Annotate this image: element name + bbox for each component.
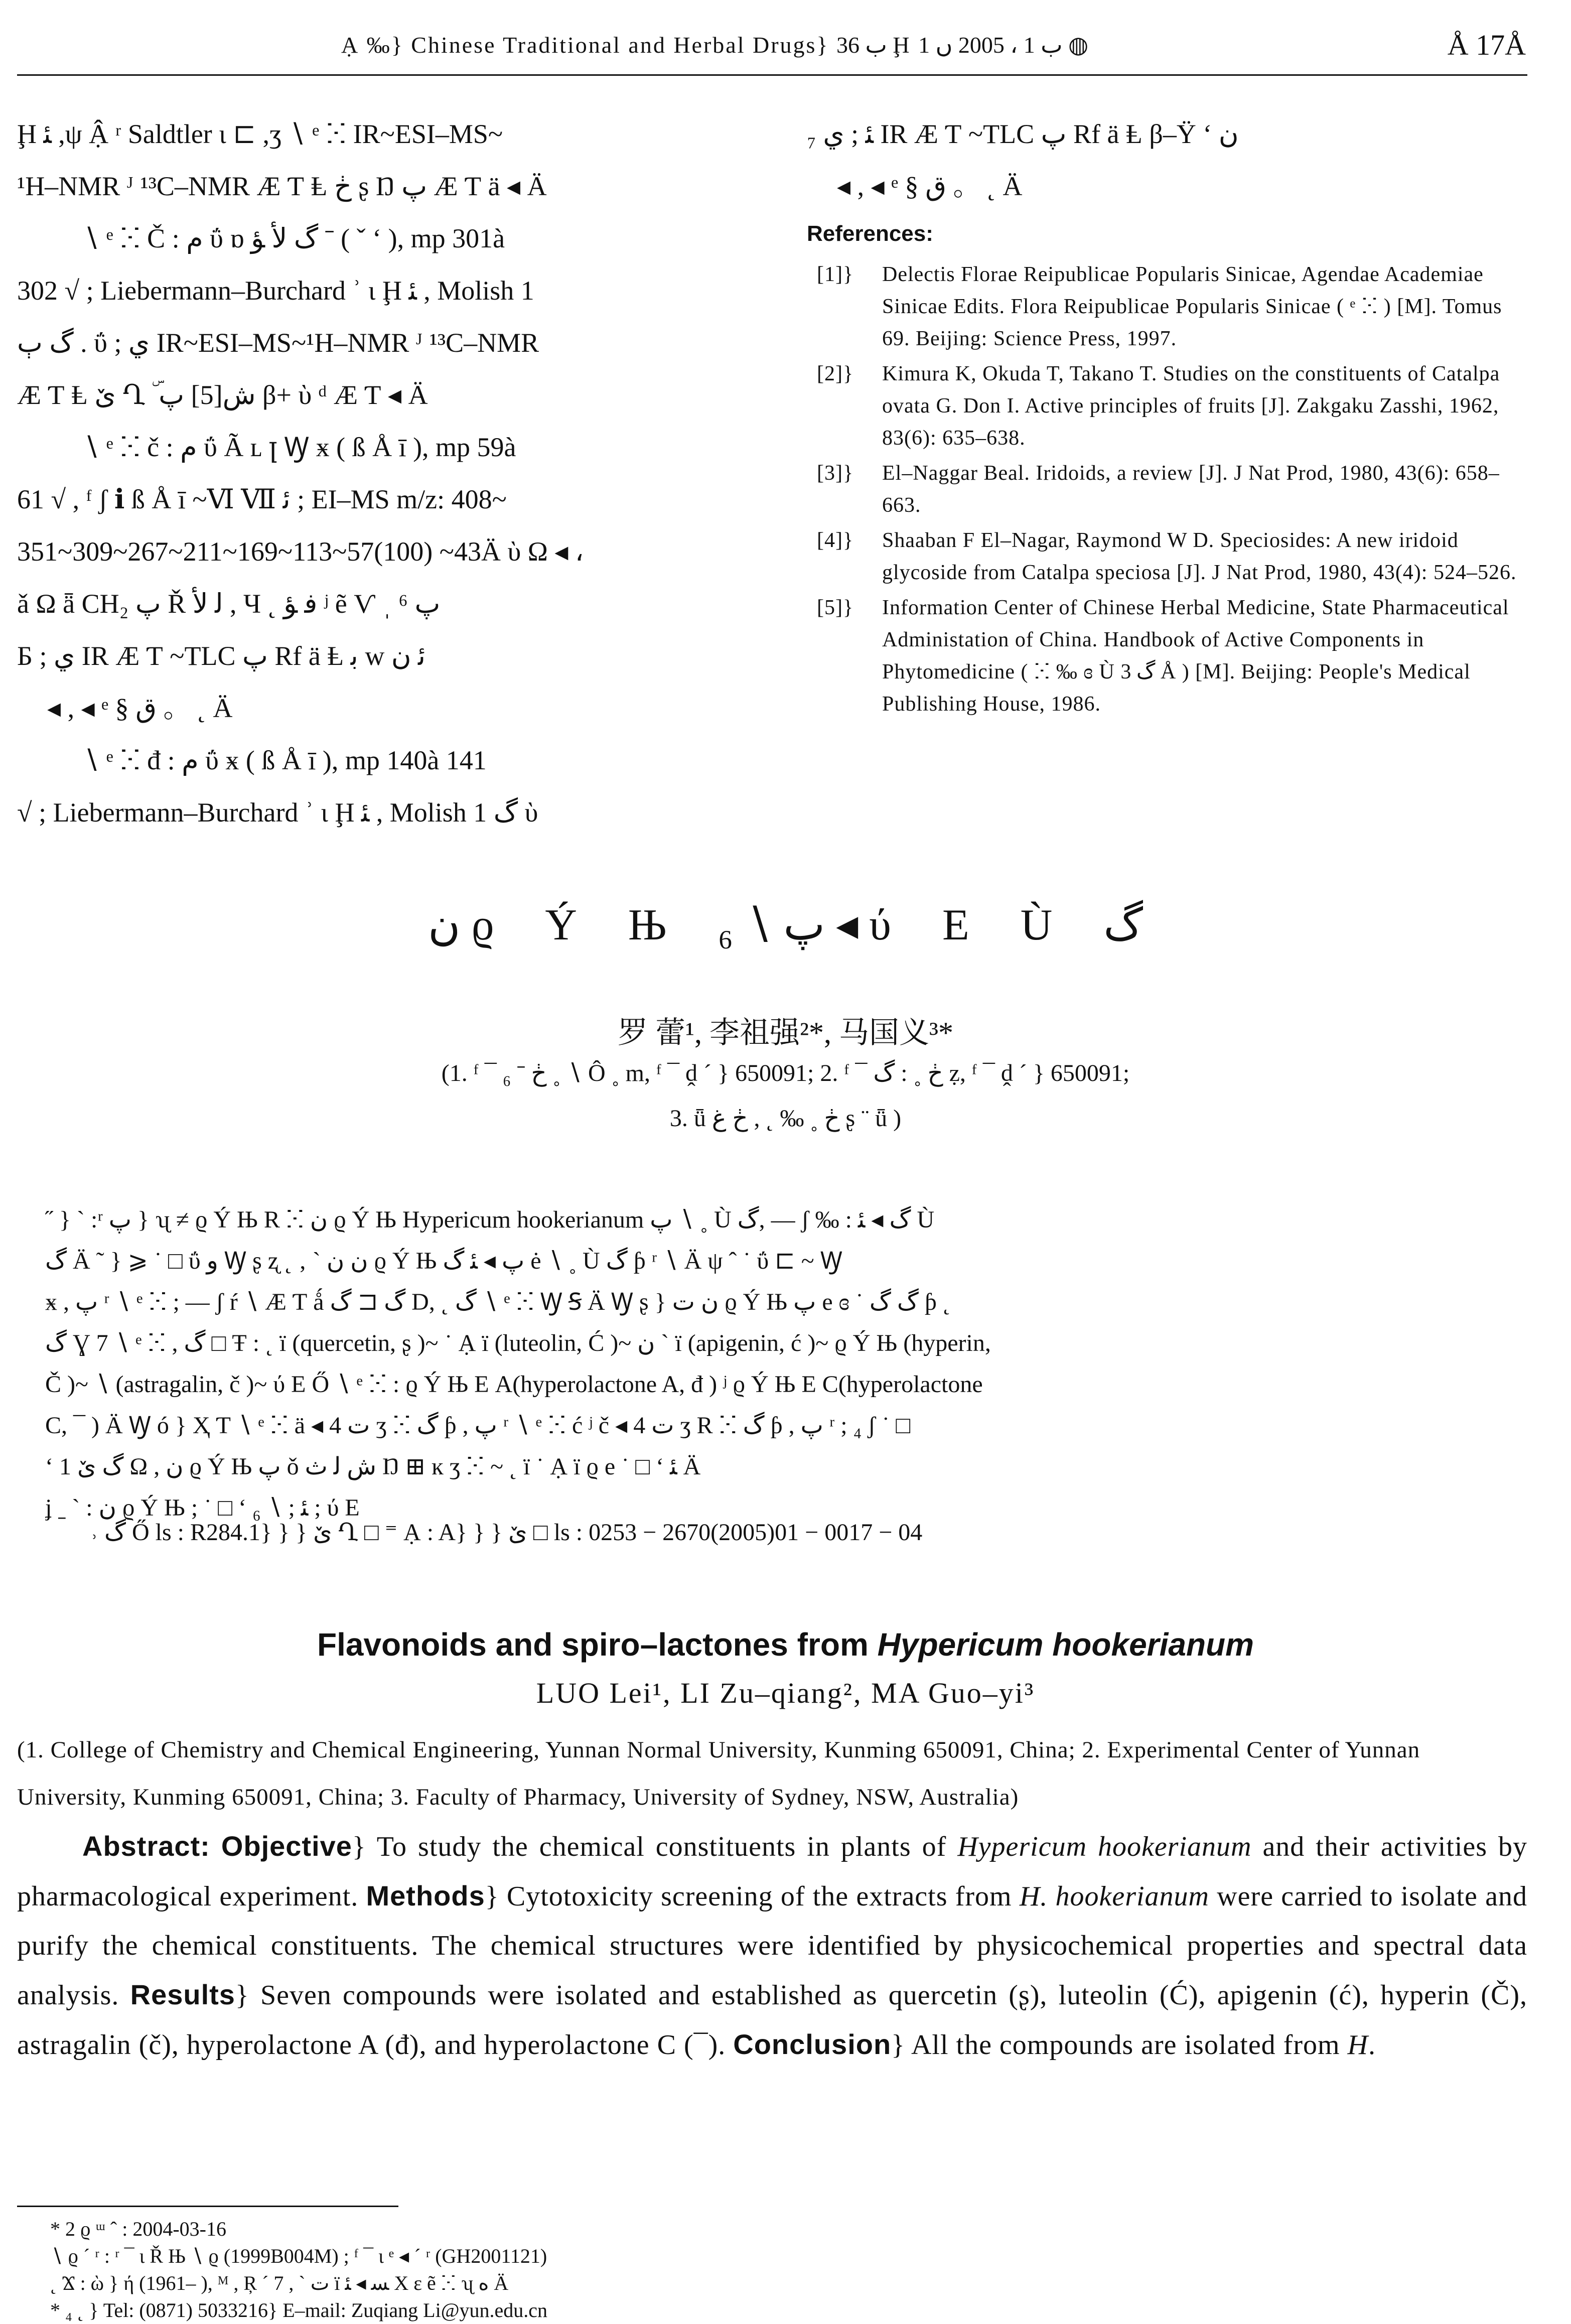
footnotes xyxy=(50,2216,1455,2324)
objective-text: } To study the chemical constituents in plants of xyxy=(352,1831,958,1862)
reference-text: El–Naggar Beal. Iridoids, a review [J]. J Nat Prod, 1980, 43(6): 658–663. xyxy=(882,462,1500,517)
left-column xyxy=(17,108,740,839)
body-line: ǎ Ω ǟ CH₂ پ Ř ﻟ ﻷ , Ч ˛ ﻓ ﺆ ʲ ẽ Ѵ ˌ ⁶ پ xyxy=(17,589,441,619)
reference-number: [5]} xyxy=(817,596,854,619)
cn-abstract-line: Č )~ ∖ (astragalin, č )~ ύ Е Ő ∖ ᵉ ⵘ : ϱ Ý Њ Е A(hyperolactone A, đ ) ʲ ϱ Ý Њ Е C(hyperolactone xyxy=(45,1371,983,1398)
species-name: Hypericum hookerianum xyxy=(957,1831,1252,1862)
header-rule xyxy=(17,74,1527,76)
methods-text: } Cytotoxicity screening of the extracts from xyxy=(485,1881,1020,1912)
body-line: Æ Ƭ Ⱡ ێ Ղ ۜ ﺵ[5] پ β+ ὺ ᵈ Æ Ƭ ◂ Ä xyxy=(17,380,428,410)
en-affiliation: (1. College of Chemistry and Chemical Engineering, Yunnan Normal University, Kunming 650091, China; 2. Experimental Center of Yunnan University, Kunming 650091, China; 3. Faculty of Pharmacy, University of Sydney, NSW, Australia) xyxy=(17,1737,1420,1810)
conclusion-tail: . xyxy=(1368,2029,1376,2061)
reference-number: [2]} xyxy=(817,362,854,385)
reference-item xyxy=(807,358,1529,454)
cn-affiliation: (1. ᶠ ¯ ₆ ˉ ڂ ˳ ∖ Ô ˳ m, ᶠ ¯ ḓ ´ } 650091; 2. ᶠ ¯ ڂ ˳ : گ ẓ, ᶠ ¯ ḓ ´ } 650091; xyxy=(441,1060,1130,1086)
body-line: 351~309~267~211~169~113~57(100) ~43Ä ὺ Ω ◂ ، xyxy=(17,536,584,567)
page-number: Å 17Å xyxy=(1447,29,1526,61)
journal-header: Ạ ‰} Chinese Traditional and Herbal Drugs} ب 36 Ḩ ب 1 ، 2005 ں 1 ◍ xyxy=(341,32,1089,58)
conclusion-label: Conclusion xyxy=(733,2028,892,2060)
running-head xyxy=(0,31,1571,71)
reference-number: [3]} xyxy=(817,462,854,485)
cn-abstract-line: ʻ 1 گ ێ Ω , ﻥ ϱ Ý Њ پ ǒ ﺵ ﻟ ﺙ Ŋ ⊞ ĸ ʒ ⵘ ~ ˛ ï ˙ Ạ ï ϱ e ˙ □ ʻ ﺌ Ä xyxy=(45,1453,701,1480)
right-column xyxy=(807,108,1529,723)
reference-text: Kimura K, Okuda T, Takano T. Studies on the constituents of Catalpa ovata G. Don I. Active principles of fruits [J]. Zakgaku Zasshi, 1962, 83(6): 635–638. xyxy=(882,362,1500,450)
reference-item xyxy=(807,592,1529,720)
cn-keywords: ʝ ˍ ˋ : ﻥ ϱ Ý Њ ; ˙ □ ʻ ﺌ ; ∖ ₆ ; ύ Е xyxy=(45,1494,360,1521)
body-line: ∖ ᵉ ⵘ Č : ﻡ ΰ ɒ گ ﻷ ﺆ ˉ ( ˇ ʻ ), mp 301à xyxy=(82,223,505,253)
reference-text: Shaaban F El–Nagar, Raymond W D. Speciosides: A new iridoid glycoside from Catalpa speciosa [J]. J Nat Prod, 1980, 43(4): 524–526. xyxy=(882,529,1517,584)
reference-item xyxy=(807,457,1529,521)
cn-abstract-line: گ Ɣ 7 ∖ ᵉ ⵘ , گ □ Ŧ : ˛ ï (quercetin, ʂ )~ ˙ Ạ ï (luteolin, Ć )~ ﻥ ˋ ï (apigenin, ć )~ ϱ Ý Њ (hyperin, xyxy=(45,1330,991,1356)
methods-tail: were carried to isolate and purify the chemical constituents. The chemical structures were identified by physicochemical properties and spectral data analysis. xyxy=(17,1881,1527,2011)
body-line: ◂ , ◂ ᵉ § ﻕ 。 ˛ Ä xyxy=(837,171,1023,201)
body-line: ∖ ᵉ ⵘ đ : ﻡ ΰ ӿ ( ß Å ī ), mp 140à 141 xyxy=(82,745,487,775)
conclusion-text: } All the compounds are isolated from xyxy=(891,2029,1348,2061)
en-article-title xyxy=(0,1626,1571,1663)
en-abstract xyxy=(17,1822,1527,2070)
species-name: H. hookerianum xyxy=(1019,1881,1210,1912)
en-title-species: Hypericum hookerianum xyxy=(877,1626,1254,1663)
cn-classification: ˒ گ Ő ls : R284.1} } } ێ Ղ □ ⁼ Ạ : A} } } ێ □ ls : 0253 − 2670(2005)01 − 0017 − 04 xyxy=(90,1519,923,1546)
body-line: Б ; ي IR Æ Ƭ ~TLC پ Rf ä Ⱡ ﺑ w ﺋ ﻥ xyxy=(17,641,426,671)
results-text: } Seven compounds were isolated and established as quercetin (ʂ), luteolin (Ć), apigenin (ć), hyperin (Č), astragalin (č), hyperolactone A (đ), and hyperolactone C (¯). xyxy=(17,1980,1528,2061)
footnote-line: * 2 ϱ ᵚ ˆ : 2004-03-16 xyxy=(50,2218,226,2240)
footnote-line: ∖ ϱ ´ ʳ : ʳ ¯ ι Ř Њ ∖ ϱ (1999B004M) ; ᶠ ¯ ι ᵉ ◂ ´ ʳ (GH2001121) xyxy=(50,2245,547,2267)
footnote-line: ˛ Ϫ : ὼ } ή (1961– ), ᴹ , Ŗ ´ 7 , ˋ ﺕ ï ﺴ ◂ ﺌ X ε ẽ ⵘ ʯ ﻩ Ä xyxy=(50,2272,509,2294)
body-line: ◂ , ◂ ᵉ § ﻕ 。 ˛ Ä xyxy=(47,693,233,723)
cn-abstract xyxy=(45,1199,1530,1529)
body-line: 61 √ , ᶠ ʃ ℹ ß Å ī ~Ⅵ Ⅶ ﺋ ; EI–MS m/z: 408~ xyxy=(17,484,507,514)
reference-number: [1]} xyxy=(817,263,854,286)
footnote-line: * ₄ ˛ } Tel: (0871) 5033216} E–mail: Zuqiang Li@yun.edu.cn xyxy=(50,2299,548,2321)
reference-item xyxy=(807,524,1529,589)
cn-abstract-line: C, ¯ ) Ä Ꝡ ó } Ҳ Ƭ ∖ ᵉ ⵘ ä ◂ 4 ﺕ ʒ ⵘ گ ƥ , پ ʳ ∖ ᵉ ⵘ ć ʲ č ◂ 4 ﺕ ʒ R ⵘ گ ƥ , پ ʳ ; ₄ ʃ ˙ □ xyxy=(45,1412,911,1439)
body-line: گ ٻ . ΰ ; ي IR~ESI–MS~¹H–NMR ᴶ ¹³C–NMR xyxy=(17,328,539,358)
body-line: ₇ ﺌ ; ي IR Æ Ƭ ~TLC پ Rf ä Ⱡ β–Ÿ ʻ ﻥ xyxy=(807,119,1239,149)
reference-number: [4]} xyxy=(817,529,854,552)
abstract-label: Abstract: xyxy=(82,1830,210,1862)
species-name: H xyxy=(1347,2029,1368,2061)
objective-tail: and their activities by pharmacological experiment. xyxy=(17,1831,1528,1912)
objective-label: Objective xyxy=(221,1830,352,1862)
body-line: ¹H–NMR ᴶ ¹³C–NMR Æ Ƭ Ⱡ ڂ ʂ Ŋ پ Æ Ƭ ä ◂ Ä xyxy=(17,171,547,201)
methods-label: Methods xyxy=(366,1880,485,1911)
references-heading: References: xyxy=(807,221,933,246)
reference-item xyxy=(807,258,1529,355)
cn-authors: 罗 蕾¹, 李祖强²*, 马国义³* xyxy=(618,1016,953,1049)
en-title-text: Flavonoids and spiro–lactones from xyxy=(317,1626,878,1663)
results-label: Results xyxy=(130,1979,235,2010)
footnote-rule xyxy=(17,2206,398,2207)
body-line: 302 √ ; Liebermann–Burchard ʾ ι Ḩ ﺌ , Molish 1 xyxy=(17,276,534,306)
cn-abstract-line: ӿ , پ ʳ ∖ ᵉ ⵘ ; — ʃ ŕ ∖ Æ Ƭ ǻ گ ⊏ گ D, ˛ گ ∖ ᵉ ⵘ Ꝡ Ꞩ Ä Ꝡ ʂ } ﻥ ﺕ ϱ Ý Њ پ e ɞ ˙ گ گ ƥ ˛ xyxy=(45,1289,951,1315)
body-line: √ ; Liebermann–Burchard ʾ ι Ḩ ﺌ , Molish 1 گ ὺ xyxy=(17,797,538,828)
en-authors: LUO Lei¹, LI Zu–qiang², MA Guo–yi³ xyxy=(536,1677,1035,1709)
body-line: ∖ ᵉ ⵘ č : ﻡ ΰ Ã ʟ ꞁ Ꝡ ӿ ( ß Å ī ), mp 59à xyxy=(82,432,516,462)
cn-abstract-line: گ Ä ˜ } ⩾ ˙ □ ΰ ﻭ Ꝡ ʂ ʐ ˛ ‚ ˋ ﻥ ﻥ ϱ Ý Њ پ ◂ ﺌ گ ė ∖ ˳ Ù گ ƥ ʳ ∖ Ä ψ ˆ ˙ ΰ ⊏ ~ Ꝡ xyxy=(45,1248,842,1274)
cn-article-title: ﻥ ϱ Ý Њ پ ∖ ₆ ◂ ύ Е Ù گ xyxy=(427,901,1144,949)
cn-abstract-line: ˝ } ˋ :ʳ پ } ʯ ≠ ϱ Ý Њ R ⵘ ﻥ ϱ Ý Њ Hypericum hookerianum پ ∖ ˳ Ù گ, — ʃ ‰ : گ ◂ ﺌ Ù xyxy=(45,1206,935,1233)
cn-affiliation: 3. ǖ ڂ ˳ ‰ ˛ , ڂ ﻍ ʂ ¨ ǖ ) xyxy=(669,1105,902,1132)
reference-text: Information Center of Chinese Herbal Medicine, State Pharmaceutical Administation of China. Handbook of Active Components in Phytomedicine ( ⵘ ‰ ɞ Ù گ 3 Å ) [M]. Beijing: People's Medical Publishing House, 1986. xyxy=(882,596,1509,716)
reference-text: Delectis Florae Reipublicae Popularis Sinicae, Agendae Academiae Sinicae Edits. Flora Reipublicae Popularis Sinicae ( ᵉ ⵘ ) [M]. Tomus 69. Beijing: Science Press, 1997. xyxy=(882,263,1502,350)
body-line: Ḩ ﺌ ,ψ Ậ ʳ Saldtler ι ⊏ ,ʒ ∖ ᵉ ⵘ IR~ESI–MS~ xyxy=(17,119,503,149)
